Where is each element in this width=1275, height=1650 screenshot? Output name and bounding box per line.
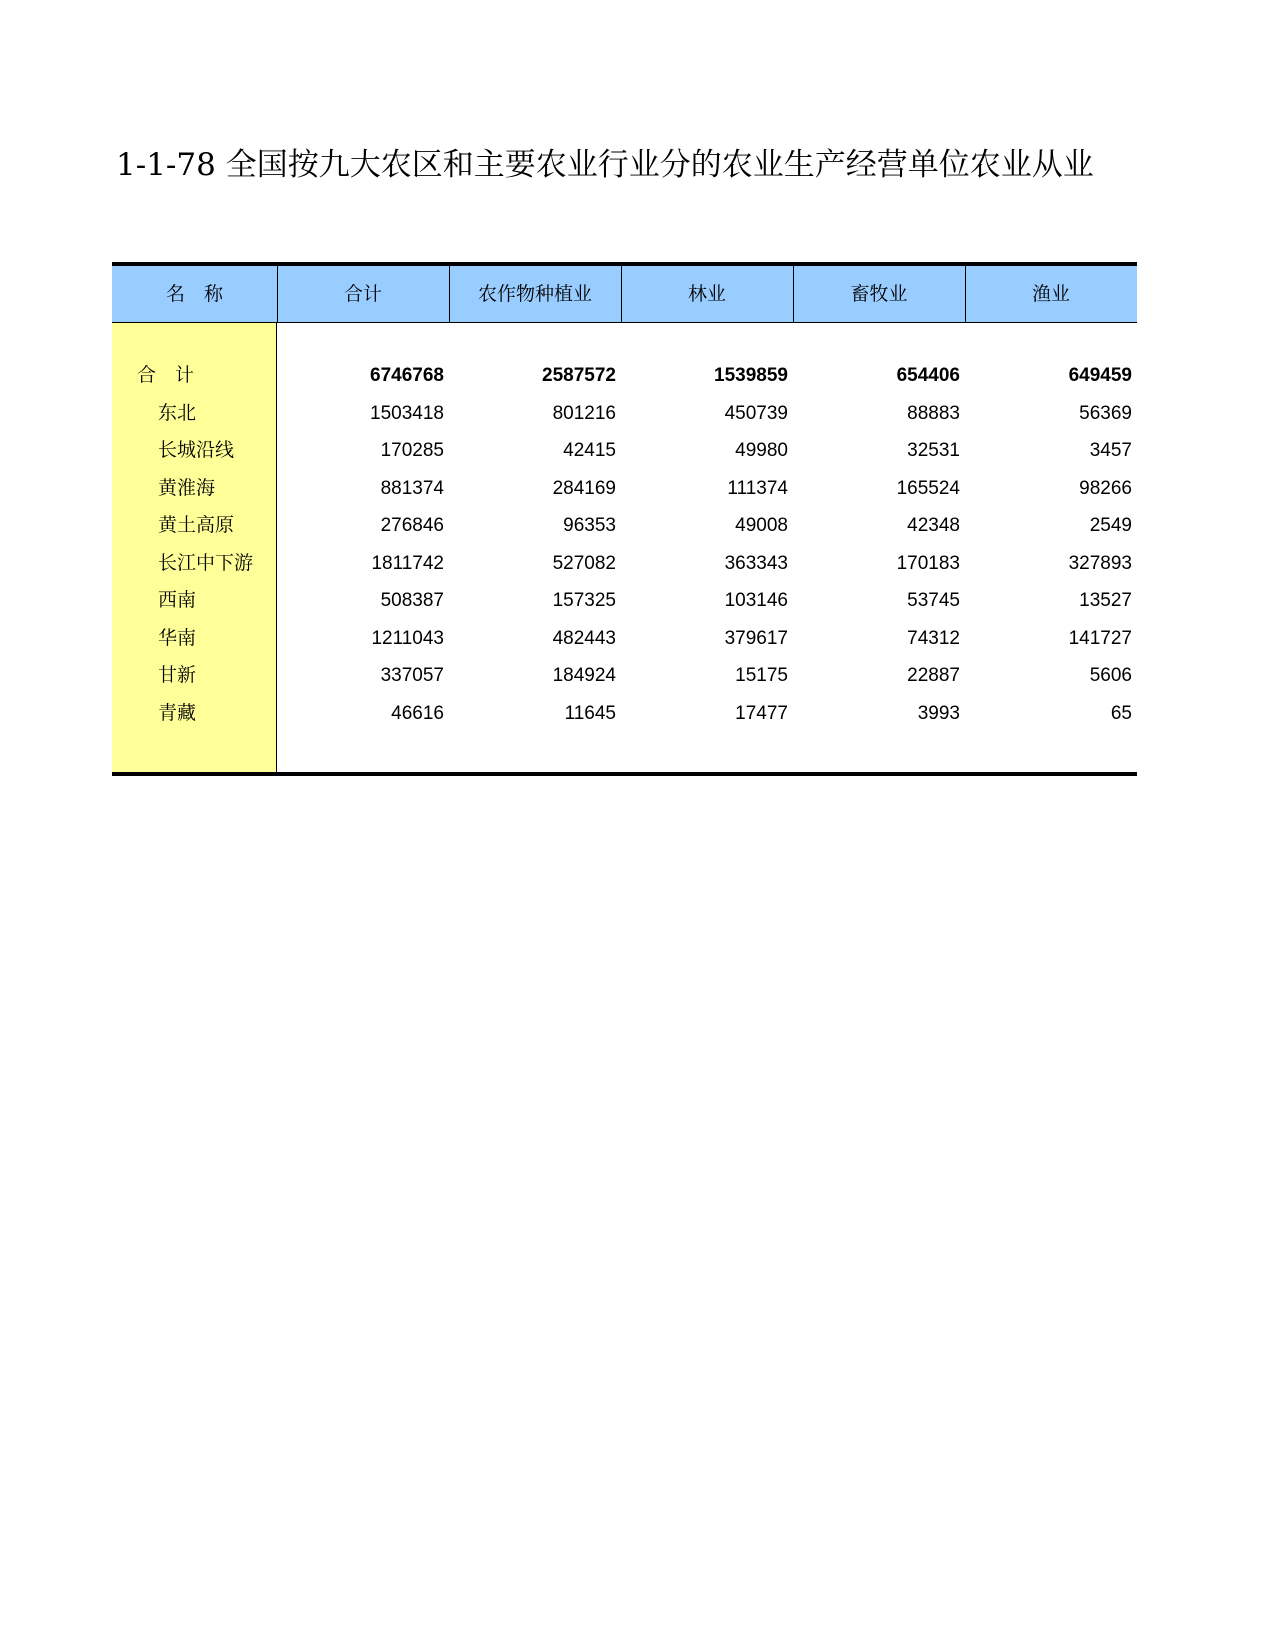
row-name: 东北	[158, 401, 197, 424]
table-cell: 363343	[724, 552, 788, 574]
table-cell: 103146	[724, 590, 788, 611]
table-cell: 654406	[896, 365, 960, 386]
table-cell: 337057	[380, 665, 444, 686]
header-divider	[449, 266, 450, 322]
row-name: 华南	[158, 626, 197, 649]
table-row	[112, 432, 1137, 469]
page-title: 1-1-78 全国按九大农区和主要农业行业分的农业生产经营单位农业从业	[116, 147, 1094, 183]
table-row	[112, 695, 1137, 732]
table-cell: 1811742	[371, 552, 444, 574]
table-cell: 42348	[907, 515, 960, 536]
table-cell: 141727	[1068, 627, 1132, 649]
row-name: 黄淮海	[158, 476, 216, 499]
header-fishery: 渔业	[1031, 283, 1070, 305]
table-cell: 74312	[907, 627, 960, 649]
table-cell: 53745	[907, 590, 960, 611]
table-cell: 22887	[907, 665, 960, 686]
table-cell: 88883	[907, 402, 960, 424]
table-cell: 165524	[896, 477, 960, 499]
table-cell: 184924	[552, 665, 616, 686]
row-name: 甘新	[158, 664, 197, 686]
table-cell: 32531	[907, 440, 960, 461]
table-cell: 65	[1110, 702, 1132, 724]
table-cell: 3993	[917, 702, 960, 724]
row-name: 青藏	[158, 701, 197, 724]
table-cell: 42415	[563, 440, 616, 461]
table-cell: 46616	[391, 702, 444, 724]
table-cell: 157325	[552, 590, 616, 611]
header-total: 合计	[343, 283, 382, 305]
header-divider	[793, 266, 794, 322]
table-cell: 170285	[380, 440, 444, 461]
table-cell: 170183	[896, 552, 960, 574]
header-animal-husbandry: 畜牧业	[850, 283, 908, 305]
table-cell: 1503418	[370, 402, 444, 424]
table-cell: 649459	[1068, 365, 1132, 386]
table-cell: 1211043	[371, 627, 444, 649]
table-cell: 49008	[735, 515, 788, 536]
table-cell: 881374	[380, 477, 444, 499]
table-cell: 284169	[552, 477, 616, 499]
table-cell: 111374	[727, 477, 788, 499]
table-cell: 2549	[1089, 515, 1132, 536]
table-row	[112, 657, 1137, 694]
header-crop-farming: 农作物种植业	[477, 283, 592, 305]
table-row-total	[112, 357, 1137, 394]
table-cell: 13527	[1079, 590, 1132, 611]
header-forestry: 林业	[687, 283, 726, 305]
table-cell: 450739	[724, 402, 788, 424]
row-name: 合 计	[137, 364, 195, 386]
table-cell: 96353	[563, 515, 616, 536]
table-cell: 379617	[724, 627, 788, 649]
table-cell: 508387	[380, 590, 444, 611]
table-cell: 15175	[735, 665, 788, 686]
table-cell: 11645	[564, 702, 616, 724]
header-divider	[621, 266, 622, 322]
table-header-row	[112, 266, 1137, 323]
data-table	[112, 262, 1137, 776]
table-cell: 2587572	[542, 365, 616, 386]
table-row	[112, 545, 1137, 582]
table-row	[112, 582, 1137, 619]
table-cell: 98266	[1079, 477, 1132, 499]
header-name: 名 称	[165, 283, 223, 305]
row-name: 长城沿线	[158, 439, 235, 461]
table-cell: 527082	[552, 552, 616, 574]
table-row	[112, 507, 1137, 544]
table-cell: 56369	[1079, 402, 1132, 424]
header-divider	[277, 266, 278, 322]
table-cell: 6746768	[370, 365, 444, 386]
row-name: 黄土高原	[158, 514, 235, 536]
table-cell: 482443	[552, 627, 616, 649]
table-cell: 801216	[552, 402, 616, 424]
table-cell: 5606	[1089, 665, 1132, 686]
table-cell: 3457	[1089, 440, 1132, 461]
table-cell: 276846	[380, 515, 444, 536]
table-cell: 49980	[735, 440, 788, 461]
table-row	[112, 620, 1137, 657]
row-name: 西南	[158, 589, 197, 611]
table-cell: 1539859	[714, 365, 788, 386]
header-divider	[965, 266, 966, 322]
table-cell: 327893	[1068, 552, 1132, 574]
table-bottom-rule	[112, 772, 1137, 776]
table-cell: 17477	[735, 702, 788, 724]
row-name: 长江中下游	[158, 551, 254, 574]
table-row	[112, 470, 1137, 507]
table-row	[112, 395, 1137, 432]
